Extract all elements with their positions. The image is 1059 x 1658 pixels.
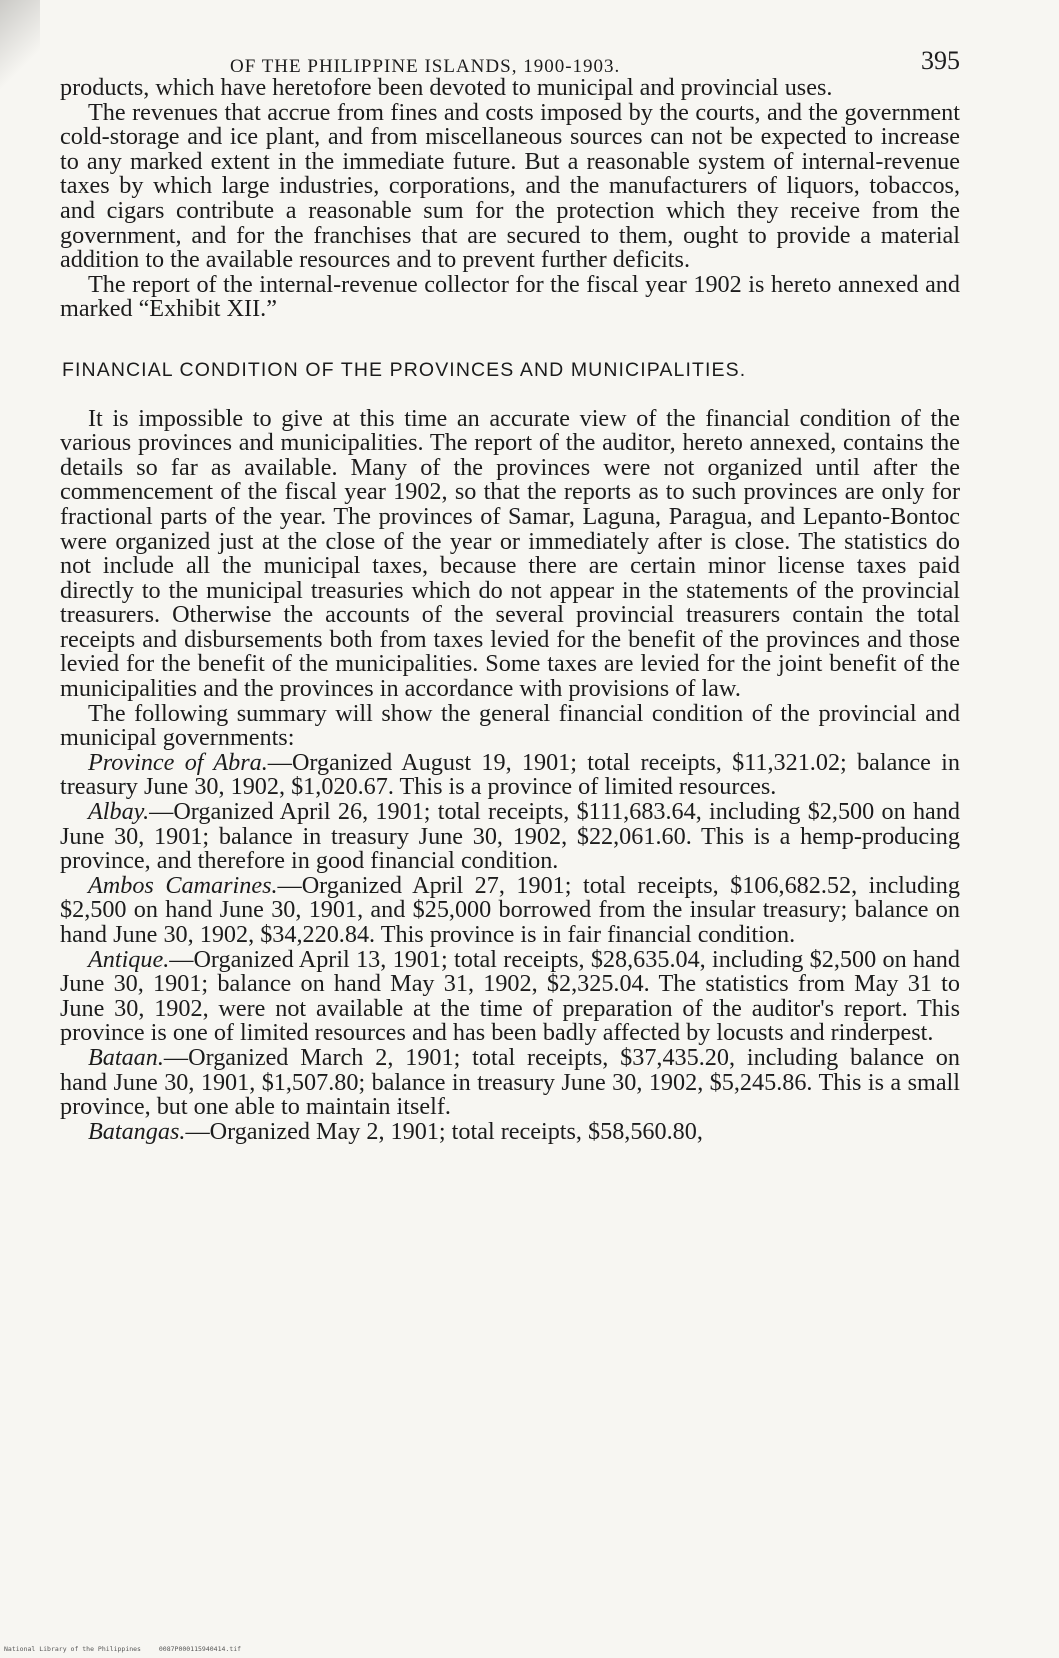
province-name: Albay.	[88, 798, 150, 826]
section-heading: FINANCIAL CONDITION OF THE PROVINCES AND MUNICIPALITIES.	[62, 358, 747, 381]
document-page	[60, 42, 960, 1144]
paragraph: products, which have heretofore been devoted to municipal and provincial uses.	[60, 74, 833, 101]
paragraph: The revenues that accrue from fines and costs imposed by the courts, and the government cold-storage and ice plant, and from miscellaneous sources can not be expected to increase to any marked extent in the immediate future. But a reasonable system of internal-revenue taxes by which large industries, corporations, and the manufacturers of liquors, tobaccos, and cigars contribute a reasonable sum for the protection which they receive from the government, and for the franchises that are secured to them, ought to provide a material addition to the available resources and to prevent further deficits.	[60, 98, 960, 274]
paragraph: It is impossible to give at this time an accurate view of the financial condition of the various provinces and municipalities. The report of the auditor, hereto annexed, contains the details so far as available. Many of the provinces were not organized until after the commencement of the fiscal year 1902, so that the reports as to such provinces are only for fractional parts of the year. The provinces of Samar, Laguna, Paragua, and Lepanto-Bontoc were organized just at the close of the year or immediately after is close. The statistics do not include all the municipal taxes, because there are certain minor license taxes paid directly to the municipal treasuries which do not appear in the statements of the provincial treasurers. Otherwise the accounts of the several provincial treasurers contain the total receipts and disbursements both from taxes levied for the benefit of the provinces and those levied for the benefit of the municipalities. Some taxes are levied for the joint benefit of the municipalities and the provinces in accordance with provisions of law.	[60, 404, 960, 703]
province-entry	[60, 748, 960, 801]
paragraph: The report of the internal-revenue collector for the fiscal year 1902 is hereto annexed and marked “Exhibit XII.”	[60, 270, 960, 323]
body-text	[60, 76, 960, 1144]
province-text: —Organized April 27, 1901; total receipts, $106,682.52, including $2,500 on hand June 30, 1901, and $25,000 borrowed from the insular treasury; balance on hand June 30, 1902, $34,220.84. This province is in fair financial condition.	[60, 871, 960, 948]
footer-file: 0087P000115940414.tif	[158, 1645, 242, 1653]
province-name: Ambos Camarines.	[88, 871, 278, 899]
province-name: Province of Abra.	[88, 748, 268, 776]
province-text: —Organized August 19, 1901; total receipts, $11,321.02; balance in treasury June 30, 1902, $1,020.67. This is a province of limited resources.	[60, 748, 960, 801]
province-name: Bataan.	[88, 1043, 164, 1071]
scan-footer	[4, 1645, 255, 1653]
province-entry	[60, 1043, 960, 1121]
province-name: Batangas.	[88, 1117, 186, 1145]
province-entry	[60, 1117, 960, 1145]
province-text: —Organized March 2, 1901; total receipts, $37,435.20, including balance on hand June 30, 1901, $1,507.80; balance in treasury June 30, 1902, $5,245.86. This is a small province, but one able to maintain itself.	[60, 1043, 960, 1121]
page-header	[60, 42, 960, 76]
province-text: —Organized April 13, 1901; total receipts, $28,635.04, including $2,500 on hand June 30, 1901; balance on hand May 31, 1902, $2,325.04. The statistics from May 31 to June 30, 1902, were not available at the time of preparation of the auditor's report. This province is one of limited resources and has been badly affected by locusts and rinderpest.	[60, 945, 960, 1047]
paragraph: The following summary will show the general financial condition of the provincial and municipal governments:	[60, 699, 960, 752]
page-edge-shadow	[0, 0, 40, 90]
province-name: Antique.	[88, 945, 170, 973]
page-number: 395	[921, 46, 960, 75]
province-entry	[60, 871, 960, 948]
province-entry	[60, 800, 960, 874]
footer-library: National Library of the Philippines	[4, 1645, 141, 1653]
running-head: OF THE PHILIPPINE ISLANDS, 1900-1903.	[230, 56, 621, 77]
province-entry	[60, 945, 960, 1047]
province-text: —Organized April 26, 1901; total receipts, $111,683.64, including $2,500 on hand June 30, 1901; balance in treasury June 30, 1902, $22,061.60. This is a hemp-producing province, and therefore in good financial condition.	[60, 798, 960, 875]
province-text: —Organized May 2, 1901; total receipts, $58,560.80,	[185, 1117, 703, 1145]
